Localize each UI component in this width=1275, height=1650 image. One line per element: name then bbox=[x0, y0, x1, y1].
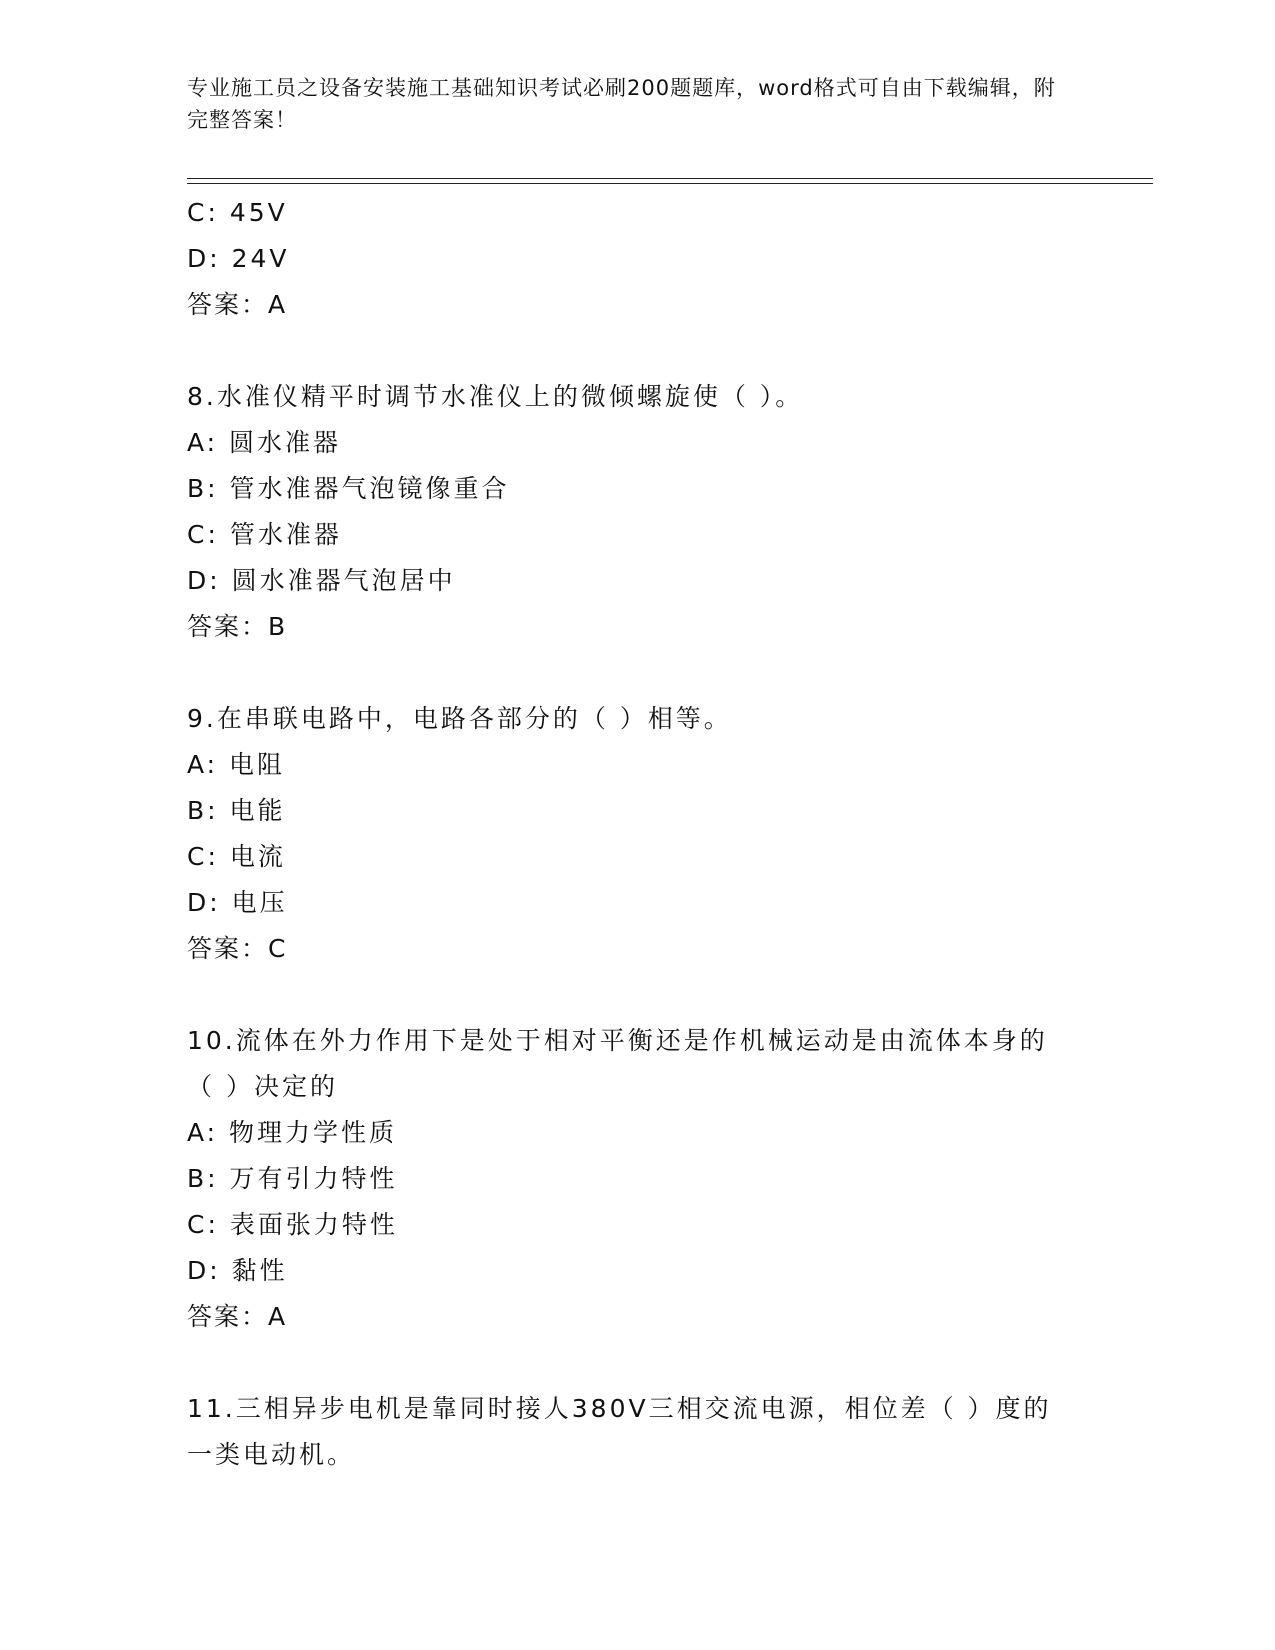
q8-answer: 答案：B bbox=[187, 612, 288, 641]
spacer bbox=[187, 972, 1067, 1018]
q8-option-c: C: 管水准器 bbox=[187, 520, 342, 549]
q8-question: 8.水准仪精平时调节水准仪上的微倾螺旋使（ ）。 bbox=[187, 382, 804, 411]
q10-option-b: B: 万有引力特性 bbox=[187, 1164, 398, 1193]
q9-option-b: B: 电能 bbox=[187, 796, 286, 825]
q11-question: 11.三相异步电机是靠同时接人380V三相交流电源，相位差（ ）度的一类电动机。 bbox=[187, 1394, 1052, 1469]
q8-option-d: D: 圆水准器气泡居中 bbox=[187, 566, 456, 595]
q9-option-d: D: 电压 bbox=[187, 888, 288, 917]
q7-option-d: D: 24V bbox=[187, 244, 290, 273]
q10-option-a: A: 物理力学性质 bbox=[187, 1118, 398, 1147]
header-rule-bottom bbox=[187, 183, 1153, 184]
q10-answer: 答案：A bbox=[187, 1302, 288, 1331]
document-body bbox=[187, 190, 1067, 1478]
q9-option-c: C: 电流 bbox=[187, 842, 286, 871]
q9-question: 9.在串联电路中，电路各部分的（ ）相等。 bbox=[187, 704, 732, 733]
q8-option-a: A: 圆水准器 bbox=[187, 428, 342, 457]
q9-option-a: A: 电阻 bbox=[187, 750, 286, 779]
q10-option-c: C: 表面张力特性 bbox=[187, 1210, 398, 1239]
spacer bbox=[187, 328, 1067, 374]
q8-option-b: B: 管水准器气泡镜像重合 bbox=[187, 474, 510, 503]
q10-option-d: D: 黏性 bbox=[187, 1256, 288, 1285]
q7-option-c: C: 45V bbox=[187, 198, 288, 227]
q10-question: 10.流体在外力作用下是处于相对平衡还是作机械运动是由流体本身的（ ）决定的 bbox=[187, 1026, 1048, 1101]
document-header: 专业施工员之设备安装施工基础知识考试必刷200题题库，word格式可自由下载编辑，附完整答案！ bbox=[187, 76, 1056, 132]
q7-answer: 答案：A bbox=[187, 290, 288, 319]
header-rule-top bbox=[187, 178, 1153, 179]
q9-answer: 答案：C bbox=[187, 934, 288, 963]
spacer bbox=[187, 650, 1067, 696]
spacer bbox=[187, 1340, 1067, 1386]
